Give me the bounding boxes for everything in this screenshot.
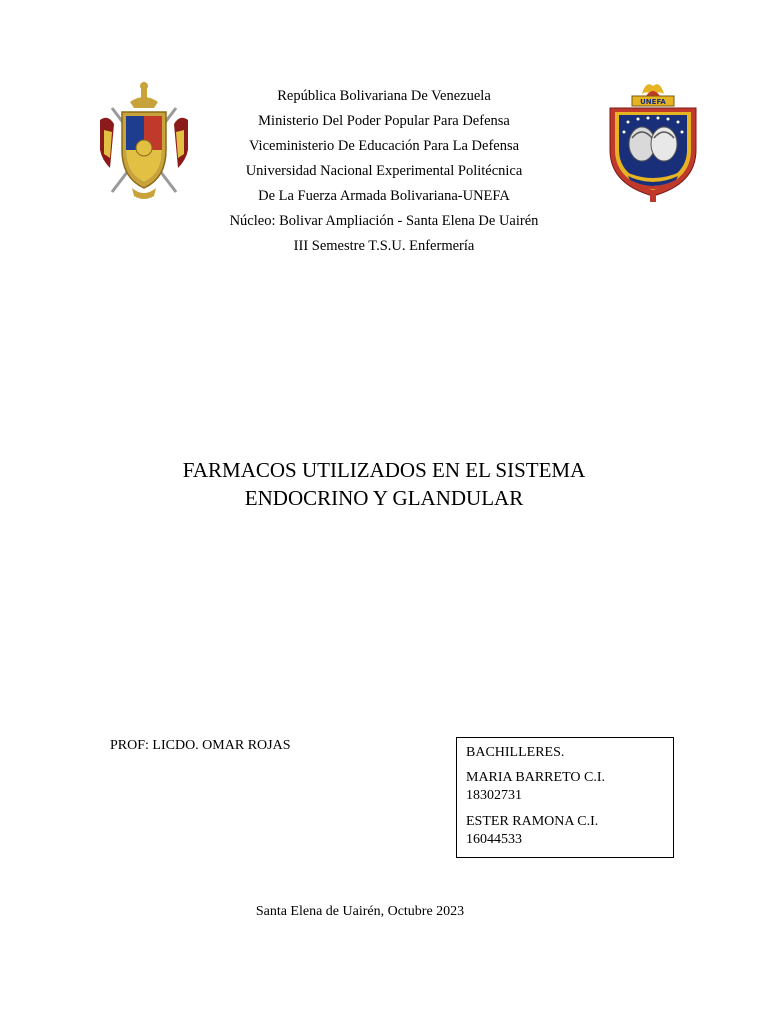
- title-line: ENDOCRINO Y GLANDULAR: [244, 486, 524, 510]
- student-id: 16044533: [466, 832, 522, 847]
- university-shield-icon: [606, 80, 700, 204]
- unefa-university-shield-logo: [606, 80, 700, 204]
- header-line: Ministerio Del Poder Popular Para Defensa: [258, 113, 510, 129]
- student-name: MARIA BARRETO C.I.: [466, 770, 605, 785]
- unefa-wordmark: UNEFA: [640, 98, 666, 106]
- professor-name: PROF: LICDO. OMAR ROJAS: [110, 738, 291, 753]
- student-id: 18302731: [466, 788, 522, 803]
- header-line: Núcleo: Bolivar Ampliación - Santa Elena De Uairén: [229, 213, 539, 229]
- armed-forces-coat-of-arms-logo: [96, 80, 192, 204]
- header-line: Universidad Nacional Experimental Politécnica: [245, 163, 523, 179]
- place-and-date: Santa Elena de Uairén, Octubre 2023: [255, 904, 465, 919]
- document-title: [100, 456, 668, 512]
- coat-of-arms-icon: [96, 80, 192, 204]
- institution-header: [184, 84, 584, 259]
- header-line: De La Fuerza Armada Bolivariana-UNEFA: [258, 188, 510, 204]
- header-line: III Semestre T.S.U. Enfermería: [293, 238, 475, 254]
- header-line: República Bolivariana De Venezuela: [277, 88, 491, 104]
- students-heading: BACHILLERES.: [466, 745, 565, 760]
- student-name: ESTER RAMONA C.I.: [466, 814, 599, 829]
- header-line: Viceministerio De Educación Para La Defensa: [248, 138, 520, 154]
- student-entry: [466, 769, 664, 805]
- title-line: FARMACOS UTILIZADOS EN EL SISTEMA: [182, 458, 586, 482]
- student-entry: [466, 813, 664, 849]
- students-box: [456, 737, 674, 858]
